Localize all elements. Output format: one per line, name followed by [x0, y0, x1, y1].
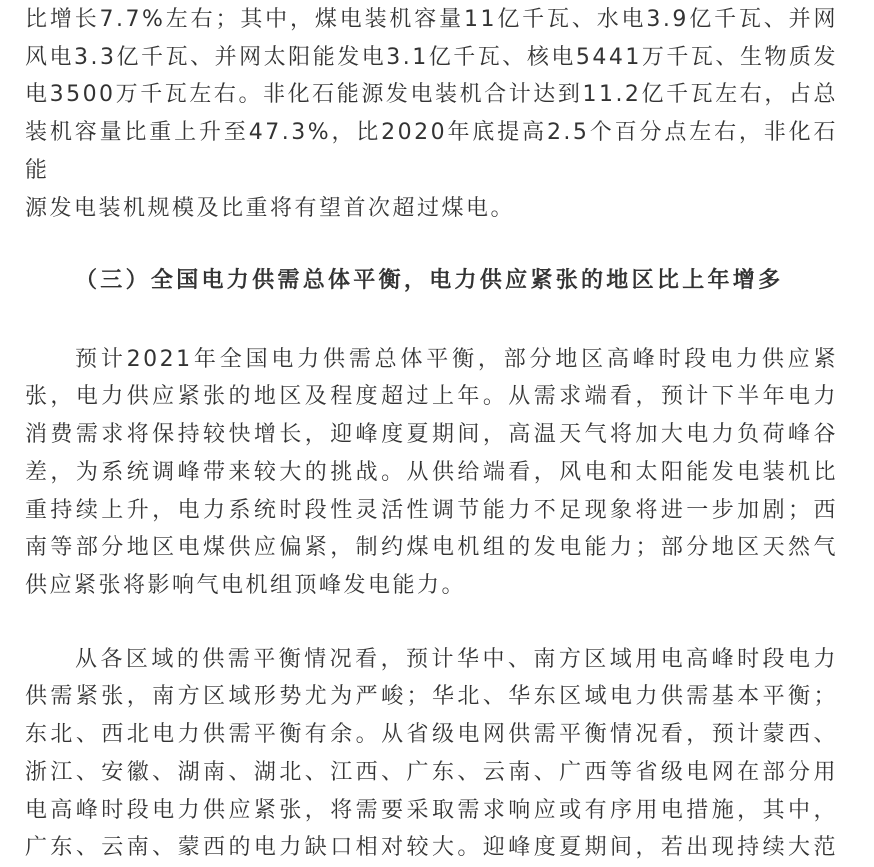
- paragraph-line: 广东、云南、蒙西的电力缺口相对较大。迎峰度夏期间，若出现持续大范: [25, 835, 838, 861]
- paragraph-line: 装机容量比重上升至47.3%，比2020年底提高2.5个百分点左右，非化石能: [25, 120, 838, 183]
- paragraph-line: 风电3.3亿千瓦、并网太阳能发电3.1亿千瓦、核电5441万千瓦、生物质发: [25, 44, 838, 70]
- paragraph-line: 东北、西北电力供需平衡有余。从省级电网供需平衡情况看，预计蒙西、: [25, 722, 838, 748]
- paragraph-line: 源发电装机规模及比重将有望首次超过煤电。: [25, 195, 516, 221]
- paragraph-line: 从各区域的供需平衡情况看，预计华中、南方区域用电高峰时段电力: [75, 646, 838, 672]
- paragraph-line: 消费需求将保持较快增长，迎峰度夏期间，高温天气将加大电力负荷峰谷: [25, 422, 838, 448]
- paragraph-line: 南等部分地区电煤供应偏紧，制约煤电机组的发电能力；部分地区天然气: [25, 535, 838, 561]
- paragraph-line: 张，电力供应紧张的地区及程度超过上年。从需求端看，预计下半年电力: [25, 384, 838, 410]
- paragraph-line: 供应紧张将影响气电机组顶峰发电能力。: [25, 572, 467, 598]
- body-paragraph: [25, 341, 838, 605]
- paragraph-line: 供需紧张，南方区域形势尤为严峻；华北、华东区域电力供需基本平衡；: [25, 684, 838, 710]
- paragraph-line: 差，为系统调峰带来较大的挑战。从供给端看，风电和太阳能发电装机比: [25, 459, 838, 485]
- paragraph-line: 电3500万千瓦左右。非化石能源发电装机合计达到11.2亿千瓦左右，占总: [25, 82, 838, 108]
- body-paragraph: [25, 1, 838, 227]
- paragraph-line: 预计2021年全国电力供需总体平衡，部分地区高峰时段电力供应紧: [75, 346, 838, 372]
- body-paragraph: [25, 641, 838, 867]
- paragraph-line: 浙江、安徽、湖南、湖北、江西、广东、云南、广西等省级电网在部分用: [25, 759, 838, 785]
- paragraph-line: 比增长7.7%左右；其中，煤电装机容量11亿千瓦、水电3.9亿千瓦、并网: [25, 7, 838, 32]
- document-body: [25, 1, 838, 867]
- section-heading: （三）全国电力供需总体平衡，电力供应紧张的地区比上年增多: [75, 267, 784, 293]
- paragraph-line: 电高峰时段电力供应紧张，将需要采取需求响应或有序用电措施，其中，: [25, 797, 838, 823]
- paragraph-line: 重持续上升，电力系统时段性灵活性调节能力不足现象将进一步加剧；西: [25, 497, 838, 523]
